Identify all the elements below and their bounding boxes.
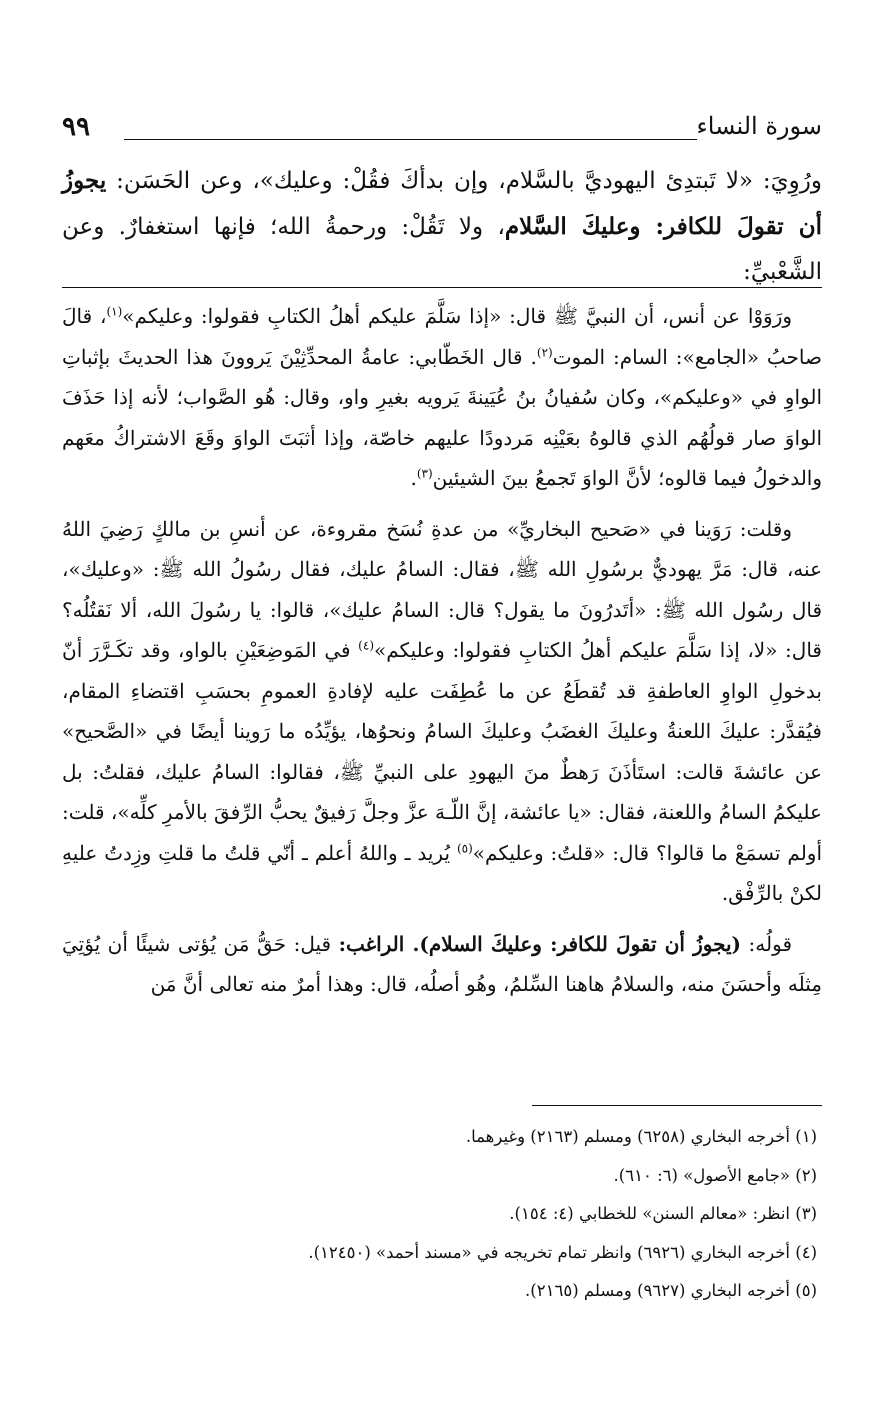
commentary-paragraph [62,509,822,914]
text-run: وقلت: رَوَينا في «صَحيح البخاريِّ» من عدةِ نُسَخ مقروءة، عن أنسِ بن مالكٍ رَضِيَ اللهُ عنه، قال: مَرَّ يهوديٌّ برسُولِ الله ﷺ، فقال: السامُ عليك، فقال رسُولُ الله ﷺ: «وعليك»، قال رسُول الله ﷺ: «أتَدرُونَ ما يقول؟ قال: السامُ عليك»، قالوا: يا رسُولَ الله، ألا نَقتُلُه؟ قال: «لا، إذا سَلَّمَ عليكم أهلُ الكتابِ فقولوا: وعليكم» [62,516,822,662]
commentary-body [62,296,822,1015]
bold-text-run: (يجوزُ أن تقولَ للكافر: وعليكَ السلام). الراغب: [338,931,742,956]
commentary-paragraph [62,296,822,499]
footnote-ref[interactable]: (٤) [358,638,374,653]
matn-separator [62,287,822,288]
text-run: . [410,466,417,490]
footnote-ref[interactable]: (٥) [456,840,473,855]
text-run: قولُه: [741,931,793,956]
text-run: . قال الخَطّابي: عامةُ المحدِّثِيْنَ يَروونَ هذا الحديثَ بإثباتِ الواوِ في «وعليكم»، وكان سُفيانُ بنُ عُيَينةَ يَرويه بغيرِ واو، وقال: هُو الصَّواب؛ لأنه إذا حَذَفَ الواوَ صار قولُهُم الذي قالوهُ بعَيْنِه مَردودًا عليهم خاصّة، وإذا أثبَتَ الواوَ وقَعَ الاشتراكُ معَهم والدخولُ فيما قالوه؛ لأنَّ الواوَ تَجمعُ بينَ الشيئين [62,344,822,490]
footnote-item: (٣) انظر: «معالم السنن» للخطابي (٤: ١٥٤). [509,1204,817,1223]
footnote-item: (٢) «جامع الأصول» (٦: ٦١٠). [613,1165,817,1185]
text-run: ورَوَوْا عن أنس، أن النبيَّ ﷺ قال: «إذا سَلَّمَ عليكم أهلُ الكتابِ فقولوا: وعليكم» [122,304,793,328]
page-header [62,112,822,152]
matn-bold-part: يجوزُ أن تقولَ للكافر: وعليكَ السَّلام [62,167,822,240]
text-run: في المَوضِعَيْنِ بالواو، وقد تكَـرَّرَ أنّ بدخولِ الواوِ العاطفةِ قد تُقطَعُ عن ما عُطِفَت عليه لإفادةِ العمومِ بحسَبِ اقتضاءِ المقام، فيُقدَّر: عليكَ اللعنةُ وعليكَ الغضَبُ وعليكَ السامُ ونحوُها، يؤيِّدُه ما رَوينا أيضًا في «الصَّحيح» عن عائشةَ قالت: استَأذَنَ رَهطٌ منَ اليهودِ على النبيِّ ﷺ، فقالوا: السامُ عليك، فقلتُ: بل عليكمُ السامُ واللعنة، فقال: «يا عائشة، إنَّ اللّـهَ عزَّ وجلَّ رَفيقٌ يحبُّ الرِّفقَ بالأمرِ كلِّه»، قلت: أولم تسمَعْ ما قالوا؟ قال: «قلتُ: وعليكم» [62,638,822,865]
matn-part: ، ولا تَقُلْ: ورحمةُ الله؛ فإنها استغفارٌ. وعن الشَّعْبيِّ: [62,214,822,285]
footnote-item: (١) أخرجه البخاري (٦٢٥٨) ومسلم (٢١٦٣) وغيرهما. [465,1127,817,1146]
footnote-ref[interactable]: (٢) [536,344,553,359]
page-number: ٩٩ [62,112,90,142]
text-run: يُريد ـ واللهُ أعلم ـ أنّي قلتُ ما قلتِ وزِدتُ عليهِ لكنْ بالرِّفْق. [62,840,822,905]
footnote-ref[interactable]: (١) [106,304,123,319]
footnote-item: (٥) أخرجه البخاري (٩٦٢٧) ومسلم (٢١٦٥). [525,1281,817,1300]
header-rule [124,139,697,140]
matn-part: ورُوِيَ: «لا تَبتدِئ اليهوديَّ بالسَّلام، وإن بدأكَ فقُلْ: وعليك»، وعن الحَسَن: [106,168,822,194]
surah-title: سورة النساء [696,112,822,140]
commentary-paragraph [62,924,822,1005]
footnote-ref[interactable]: (٣) [416,466,433,481]
text-run: قيل: حَقُّ مَن يُؤتى شيئًا أن يُؤتِيَ مِثلَه وأحسَنَ منه، والسلامُ هاهنا السِّلمُ، وهُو أصلُه، قال: وهذا أمرٌ منه تعالى أنَّ مَن [62,931,822,996]
footnotes [62,1118,822,1311]
matn-text [62,158,822,295]
footnote-separator [532,1105,822,1106]
footnote-item: (٤) أخرجه البخاري (٦٩٢٦) وانظر تمام تخريجه في «مسند أحمد» (١٢٤٥٠). [308,1242,817,1262]
text-run: ، قالَ صاحبُ «الجامع»: السام: الموت [62,304,822,369]
